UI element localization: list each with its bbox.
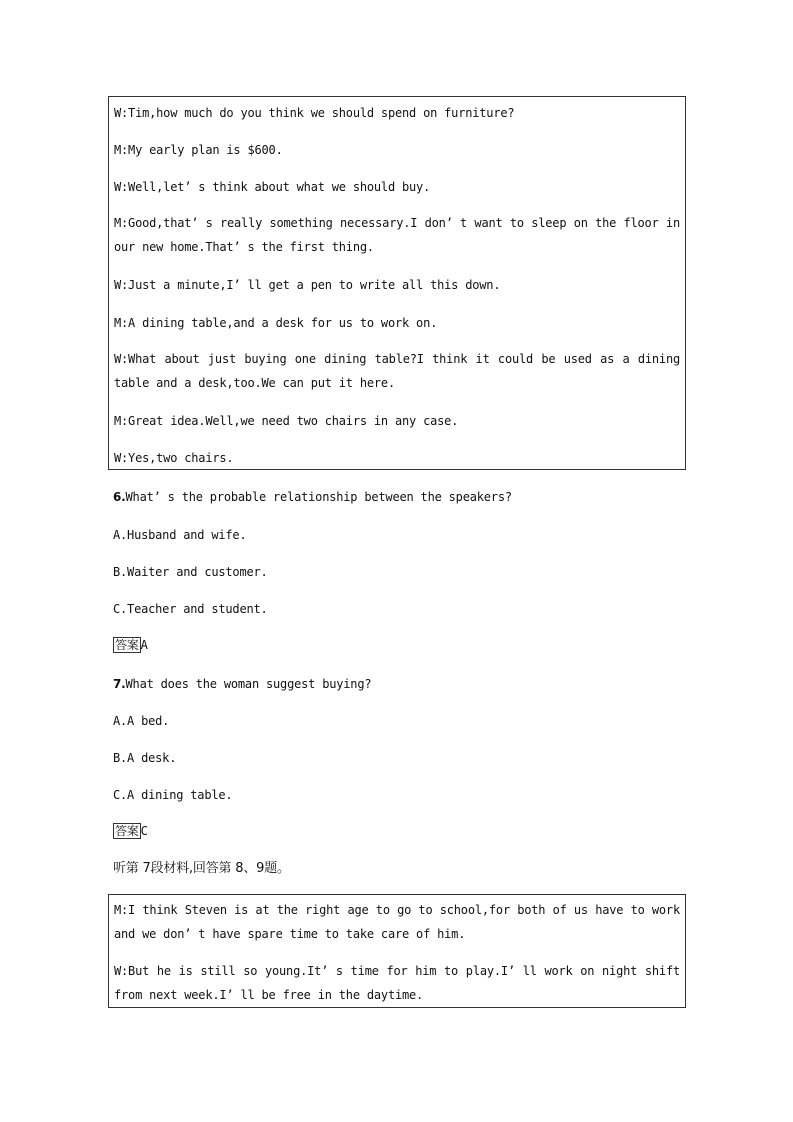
- answer-row: [113, 823, 148, 839]
- dialogue-line: W:Yes,two chairs.: [114, 451, 234, 465]
- dialogue-line: W:What about just buying one dining table?I think it could be used as a dining table and a desk,too.We can put it here.: [114, 352, 680, 390]
- dialogue-line: W:Well,let’ s think about what we should buy.: [114, 180, 431, 194]
- dialogue-line: M:Good,that’ s really something necessary.I don’ t want to sleep on the floor in our new home.That’ s the first thing.: [114, 216, 680, 254]
- question-number: 6.: [113, 490, 126, 504]
- dialogue-line: M:I think Steven is at the right age to go to school,for both of us have to work and we don’ t have spare time to take care of him.: [114, 903, 680, 941]
- dialogue-line: W:Tim,how much do you think we should spend on furniture?: [114, 106, 515, 120]
- option-c: C.A dining table.: [113, 788, 233, 802]
- option-a: A.A bed.: [113, 714, 170, 728]
- option-c: C.Teacher and student.: [113, 602, 268, 616]
- question-7: [113, 676, 371, 692]
- dialogue-box-1: [108, 96, 686, 470]
- dialogue-line: M:Great idea.Well,we need two chairs in any case.: [114, 414, 459, 428]
- dialogue-line: W:Just a minute,I’ ll get a pen to write all this down.: [114, 278, 501, 292]
- answer-label: 答案: [115, 638, 139, 652]
- dialogue-box-2: [108, 894, 686, 1008]
- dialogue-line: M:My early plan is $600.: [114, 143, 283, 157]
- question-number: 7.: [113, 677, 126, 691]
- answer-value: C: [140, 824, 148, 838]
- dialogue-line: M:A dining table,and a desk for us to work on.: [114, 316, 438, 330]
- section-heading: 听第 7段材料,回答第 8、9题。: [113, 861, 290, 876]
- question-text: What’ s the probable relationship between the speakers?: [125, 490, 512, 504]
- dialogue-line: W:But he is still so young.It’ s time for him to play.I’ ll work on night shift from next week.I’ ll be free in the daytime.: [114, 964, 680, 1002]
- question-6: [113, 489, 512, 505]
- question-text: What does the woman suggest buying?: [125, 677, 372, 691]
- answer-value: A: [140, 638, 148, 652]
- answer-label: 答案: [115, 824, 139, 838]
- option-a: A.Husband and wife.: [113, 528, 247, 542]
- answer-row: [113, 637, 148, 653]
- option-b: B.Waiter and customer.: [113, 565, 268, 579]
- option-b: B.A desk.: [113, 751, 177, 765]
